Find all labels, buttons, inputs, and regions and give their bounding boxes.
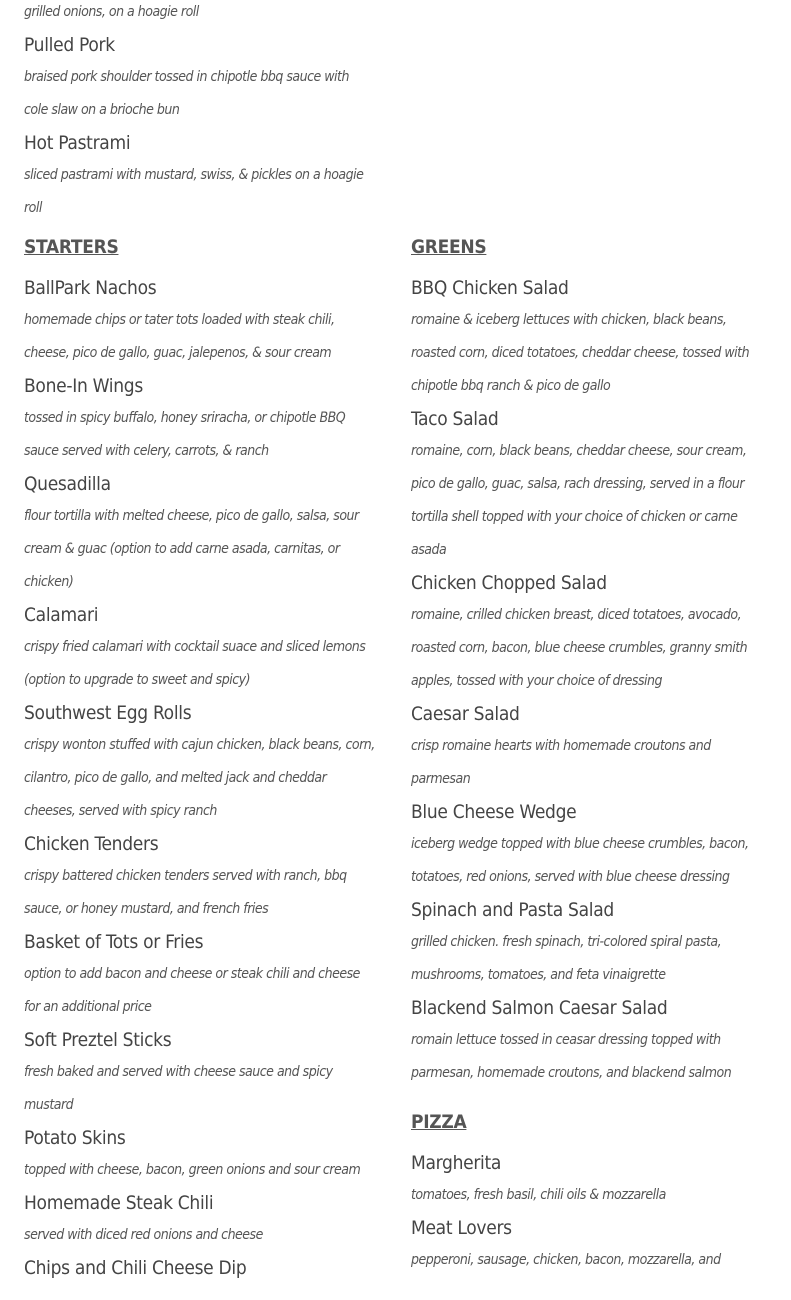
menu-item-name: Margherita [411, 1152, 502, 1174]
menu-item-name: Chicken Tenders [24, 833, 159, 855]
item-description: grilled onions, on a hoagie roll [24, 4, 199, 20]
menu-item-description: crispy wonton stuffed with cajun chicken, black beans, corn, cilantro, pico de gallo, and melted jack and cheddar cheeses, served with spicy ranch [24, 737, 375, 819]
menu-item-name: Basket of Tots or Fries [24, 931, 204, 953]
menu-item-name: Blackend Salmon Caesar Salad [411, 997, 668, 1019]
menu-item-name: Bone-In Wings [24, 375, 143, 397]
top-column [24, 0, 376, 225]
menu-item-description: crispy battered chicken tenders served with ranch, bbq sauce, or honey mustard, and french fries [24, 868, 347, 917]
starters-list [24, 272, 376, 1284]
menu-item-name: Soft Preztel Sticks [24, 1029, 172, 1051]
menu-item-name: Chips and Chili Cheese Dip [24, 1257, 247, 1279]
menu-item-description: flour tortilla with melted cheese, pico de gallo, salsa, sour cream & guac (option to add carne asada, carnitas, or chicken) [24, 508, 359, 590]
menu-item-description: tomatoes, fresh basil, chili oils & mozzarella [411, 1187, 666, 1203]
menu-item-description: crispy fried calamari with cocktail suace and sliced lemons (option to upgrade to sweet and spicy) [24, 639, 366, 688]
item-name: Hot Pastrami [24, 132, 131, 154]
menu-item-description: homemade chips or tater tots loaded with steak chili, cheese, pico de gallo, guac, jalepenos, & sour cream [24, 312, 335, 361]
menu-item-name: Blue Cheese Wedge [411, 801, 577, 823]
menu-item-description: option to add bacon and cheese or steak chili and cheese for an additional price [24, 966, 360, 1015]
menu-item-name: Meat Lovers [411, 1217, 512, 1239]
menu-item-name: BBQ Chicken Salad [411, 277, 569, 299]
item-description: braised pork shoulder tossed in chipotle bbq sauce with cole slaw on a brioche bun [24, 69, 349, 118]
menu-item-description: tossed in spicy buffalo, honey sriracha, or chipotle BBQ sauce served with celery, carrots, & ranch [24, 410, 346, 459]
menu-item-description: topped with cheese, bacon, green onions and sour cream [24, 1162, 361, 1178]
menu-item-description: iceberg wedge topped with blue cheese crumbles, bacon, totatoes, red onions, served with blue cheese dressing [411, 836, 749, 885]
menu-item-description: crisp romaine hearts with homemade croutons and parmesan [411, 738, 711, 787]
menu-item-name: Homemade Steak Chili [24, 1192, 214, 1214]
menu-item-name: BallPark Nachos [24, 277, 157, 299]
menu-item-name: Southwest Egg Rolls [24, 702, 192, 724]
menu-item-description: fresh baked and served with cheese sauce and spicy mustard [24, 1064, 333, 1113]
menu-item-description: romain lettuce tossed in ceasar dressing topped with parmesan, homemade croutons, and blackend salmon [411, 1032, 732, 1081]
menu-item-name: Taco Salad [411, 408, 499, 430]
menu-item-name: Calamari [24, 604, 99, 626]
menu-item-name: Potato Skins [24, 1127, 126, 1149]
pizza-section [411, 1106, 771, 1277]
menu-item-description: romaine, crilled chicken breast, diced totatoes, avocado, roasted corn, bacon, blue cheese crumbles, granny smith apples, tossed with your choice of dressing [411, 607, 748, 689]
section-title-pizza: PIZZA [411, 1111, 467, 1133]
starters-section [24, 231, 376, 1284]
menu-item-name: Caesar Salad [411, 703, 520, 725]
section-title-greens: GREENS [411, 236, 487, 258]
menu-item-name: Spinach and Pasta Salad [411, 899, 614, 921]
item-description: sliced pastrami with mustard, swiss, & pickles on a hoagie roll [24, 167, 364, 216]
menu-item-name: Chicken Chopped Salad [411, 572, 607, 594]
menu-item-description: served with diced red onions and cheese [24, 1227, 263, 1243]
pizza-list [411, 1147, 771, 1277]
left-column [24, 231, 376, 1300]
greens-section [411, 231, 771, 1090]
menu-item-description: pepperoni, sausage, chicken, bacon, mozzarella, and [411, 1252, 721, 1268]
greens-list [411, 272, 771, 1090]
item-name: Pulled Pork [24, 34, 115, 56]
menu-item-description: romaine & iceberg lettuces with chicken, black beans, roasted corn, diced totatoes, cheddar cheese, tossed with chipotle bbq ranch & pico de gallo [411, 312, 750, 394]
menu-item-description: grilled chicken. fresh spinach, tri-colored spiral pasta, mushrooms, tomatoes, and feta vinaigrette [411, 934, 722, 983]
menu-item-description: romaine, corn, black beans, cheddar cheese, sour cream, pico de gallo, guac, salsa, rach dressing, served in a flour tortilla shell topped with your choice of chicken or carne asada [411, 443, 747, 558]
right-column [411, 231, 771, 1293]
section-title-starters: STARTERS [24, 236, 119, 258]
menu-item-name: Quesadilla [24, 473, 111, 495]
